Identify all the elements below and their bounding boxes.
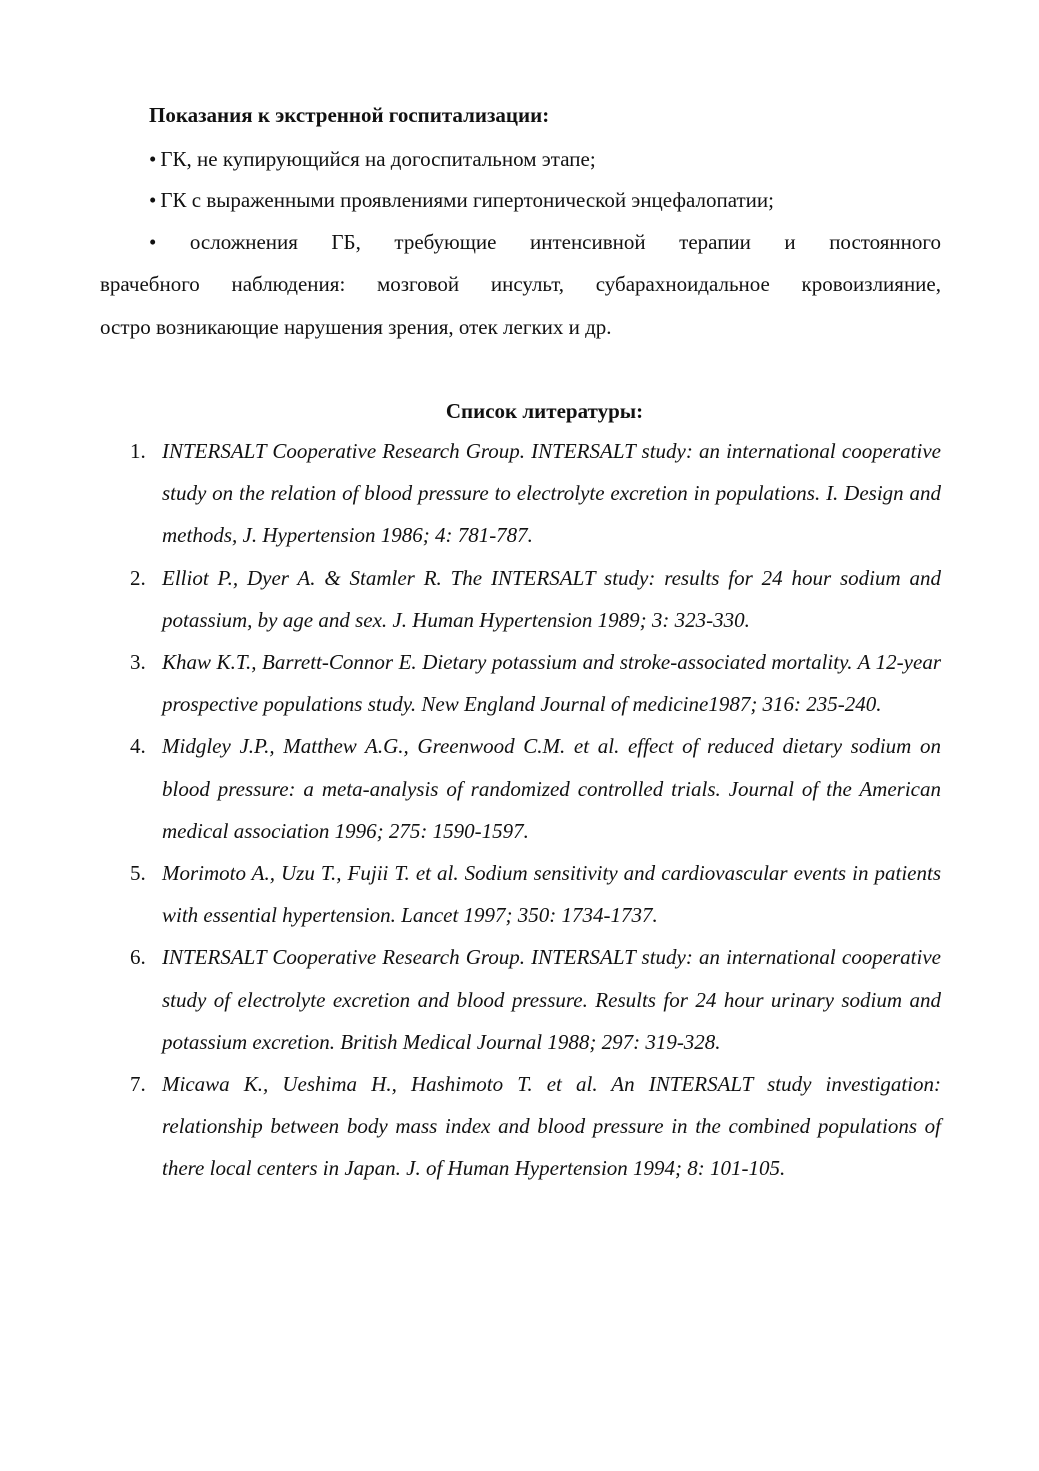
bullet-icon: • — [149, 188, 157, 212]
reference-text: Elliot P., Dyer A. & Stamler R. The INTERSALT study: results for 24 hour sodium and potassium, by age and sex. J. Human Hypertension 1989; 3: 323-330. — [162, 565, 941, 632]
reference-number: 6. — [130, 945, 146, 970]
bullet-text-line: врачебного наблюдения: мозговой инсульт, субарахноидальное кровоизлияние, — [100, 272, 941, 296]
reference-item — [0, 557, 1039, 641]
reference-text: INTERSALT Cooperative Research Group. INTERSALT study: an international cooperative study on the relation of blood pressure to electrolyte excretion in populations. I. Design and methods, J. Hypertension 1986; 4: 781-787. — [162, 439, 941, 548]
bullet-text-line: осложнения ГБ, требующие интенсивной терапии и постоянного — [189, 230, 942, 254]
bullet-icon: • — [149, 147, 157, 171]
reference-text: Micawa K., Ueshima H., Hashimoto T. et al. An INTERSALT study investigation: relationship between body mass index and blood pressure in the combined populations of there local centers in Japan. J. of Human Hypertension 1994; 8: 101-105. — [162, 1072, 941, 1181]
bullet-text-line: остро возникающие нарушения зрения, отек легких и др. — [100, 315, 612, 339]
reference-item — [0, 936, 1039, 1063]
bullet-text: ГК с выраженными проявлениями гипертонической энцефалопатии; — [160, 188, 774, 212]
bullet-item — [149, 184, 941, 216]
reference-text: INTERSALT Cooperative Research Group. INTERSALT study: an international cooperative study of electrolyte excretion and blood pressure. Results for 24 hour urinary sodium and potassium excretion. British Medical Journal 1988; 297: 319-328. — [162, 945, 941, 1054]
reference-number: 2. — [130, 565, 146, 590]
reference-item — [0, 852, 1039, 936]
bullet-text: ГК, не купирующийся на догоспитальном этапе; — [160, 147, 596, 171]
reference-number: 5. — [130, 861, 146, 886]
reference-item — [0, 1063, 1039, 1190]
reference-text: Midgley J.P., Matthew A.G., Greenwood C.M. et al. effect of reduced dietary sodium on blood pressure: a meta-analysis of randomized controlled trials. Journal of the American medical association 1996; 275: 1590-1597. — [162, 734, 941, 843]
reference-item — [0, 725, 1039, 852]
bullet-item — [149, 226, 941, 258]
bullet-icon: • — [149, 230, 157, 254]
emergency-heading: Показания к экстренной госпитализации: — [149, 103, 550, 127]
reference-number: 3. — [130, 650, 146, 675]
bullet-item — [149, 143, 941, 175]
reference-number: 4. — [130, 734, 146, 759]
reference-item — [0, 641, 1039, 725]
reference-text: Khaw K.T., Barrett-Connor E. Dietary potassium and stroke-associated mortality. A 12-year prospective populations study. New England Journal of medicine1987; 316: 235-240. — [162, 650, 941, 717]
reference-number: 7. — [130, 1072, 146, 1097]
references-heading: Список литературы: — [445, 399, 644, 423]
reference-item — [0, 430, 1039, 557]
references-list — [0, 430, 1039, 1190]
reference-text: Morimoto A., Uzu T., Fujii T. et al. Sodium sensitivity and cardiovascular events in patients with essential hypertension. Lancet 1997; 350: 1734-1737. — [162, 861, 941, 928]
reference-number: 1. — [130, 439, 146, 463]
